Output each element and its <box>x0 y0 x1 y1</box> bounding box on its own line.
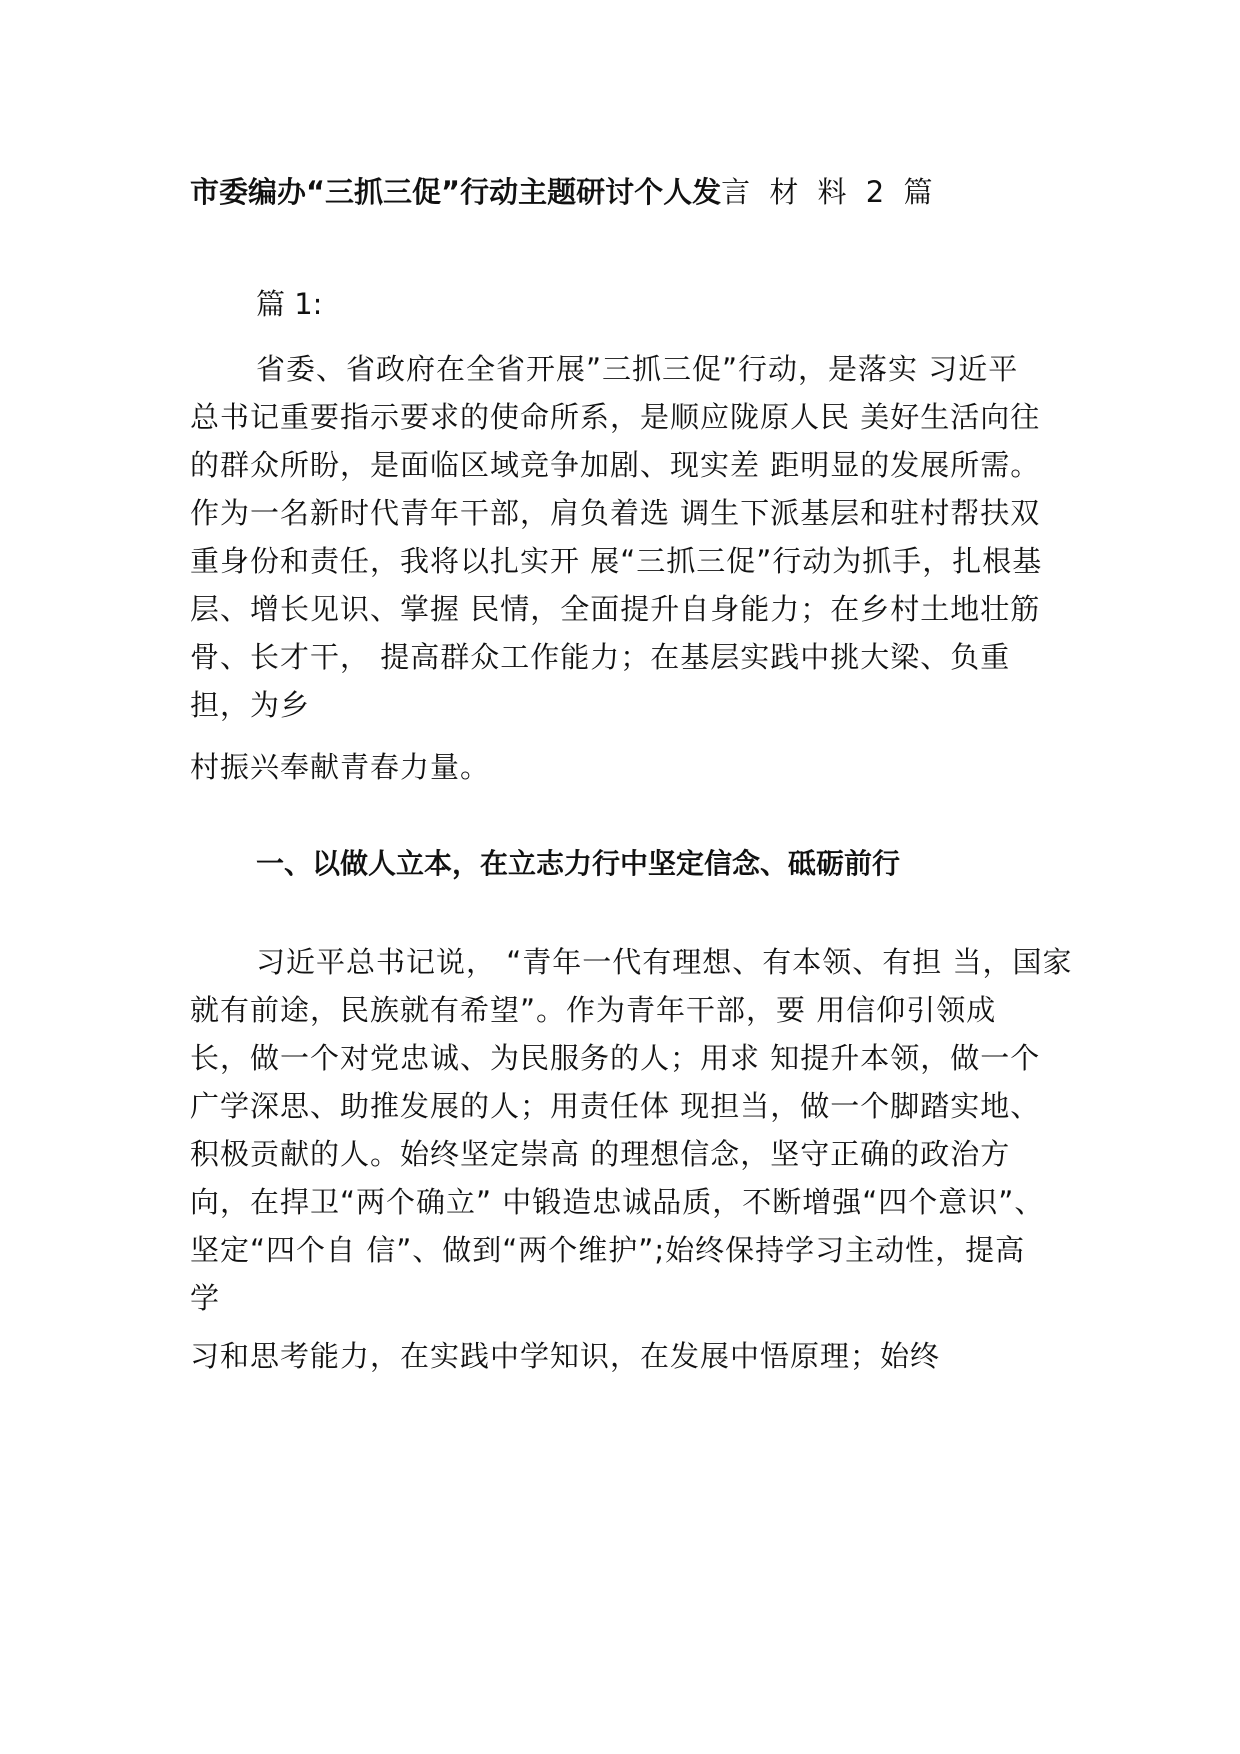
paragraph-line: 学 <box>190 1281 221 1315</box>
paragraph-line: 担，为乡 <box>190 688 311 722</box>
paragraph-line: 向，在捍卫“两个确立” 中锻造忠诚品质，不断增强“四个意识”、 <box>190 1185 1045 1219</box>
paragraph-line: 作为一名新时代青年干部，肩负着选 调生下派基层和驻村帮扶双 <box>190 496 1041 530</box>
paragraph-line: 广学深思、助推发展的人；用责任体 现担当，做一个脚踏实地、 <box>190 1089 1041 1123</box>
paragraph-2 <box>190 938 1073 1322</box>
paragraph-line: 省委、省政府在全省开展”三抓三促”行动，是落实 习近平 <box>256 352 1019 386</box>
section-label: 篇 1: <box>256 287 323 321</box>
document-title-bold: 市委编办“三抓三促”行动主题研讨个人发 <box>190 175 722 209</box>
document-title <box>190 172 937 212</box>
document-title-rest: 言 材 料 2 篇 <box>721 175 938 209</box>
paragraph-line: 骨、长才干， 提高群众工作能力；在基层实践中挑大梁、负重 <box>190 640 1011 674</box>
paragraph-line: 坚定“四个自 信”、做到“两个维护”;始终保持学习主动性，提高 <box>190 1233 1026 1267</box>
paragraph-1-continuation: 村振兴奉献青春力量。 <box>190 750 491 784</box>
paragraph-2-continuation: 习和思考能力，在实践中学知识，在发展中悟原理；始终 <box>190 1339 941 1373</box>
paragraph-line: 积极贡献的人。始终坚定崇高 的理想信念，坚守正确的政治方 <box>190 1137 1011 1171</box>
paragraph-line: 总书记重要指示要求的使命所系，是顺应陇原人民 美好生活向往 <box>190 400 1041 434</box>
section-heading: 一、以做人立本，在立志力行中坚定信念、砥砺前行 <box>256 847 901 880</box>
paragraph-line: 就有前途，民族就有希望”。作为青年干部，要 用信仰引领成 <box>190 993 997 1027</box>
paragraph-1 <box>190 345 1070 729</box>
paragraph-line: 习近平总书记说， “青年一代有理想、有本领、有担 当，国家 <box>256 945 1073 979</box>
paragraph-line: 层、增长见识、掌握 民情，全面提升自身能力；在乡村土地壮筋 <box>190 592 1041 626</box>
paragraph-line: 重身份和责任，我将以扎实开 展“三抓三促”行动为抓手，扎根基 <box>190 544 1043 578</box>
paragraph-line: 的群众所盼，是面临区域竞争加剧、现实差 距明显的发展所需。 <box>190 448 1041 482</box>
paragraph-line: 长，做一个对党忠诚、为民服务的人；用求 知提升本领，做一个 <box>190 1041 1041 1075</box>
